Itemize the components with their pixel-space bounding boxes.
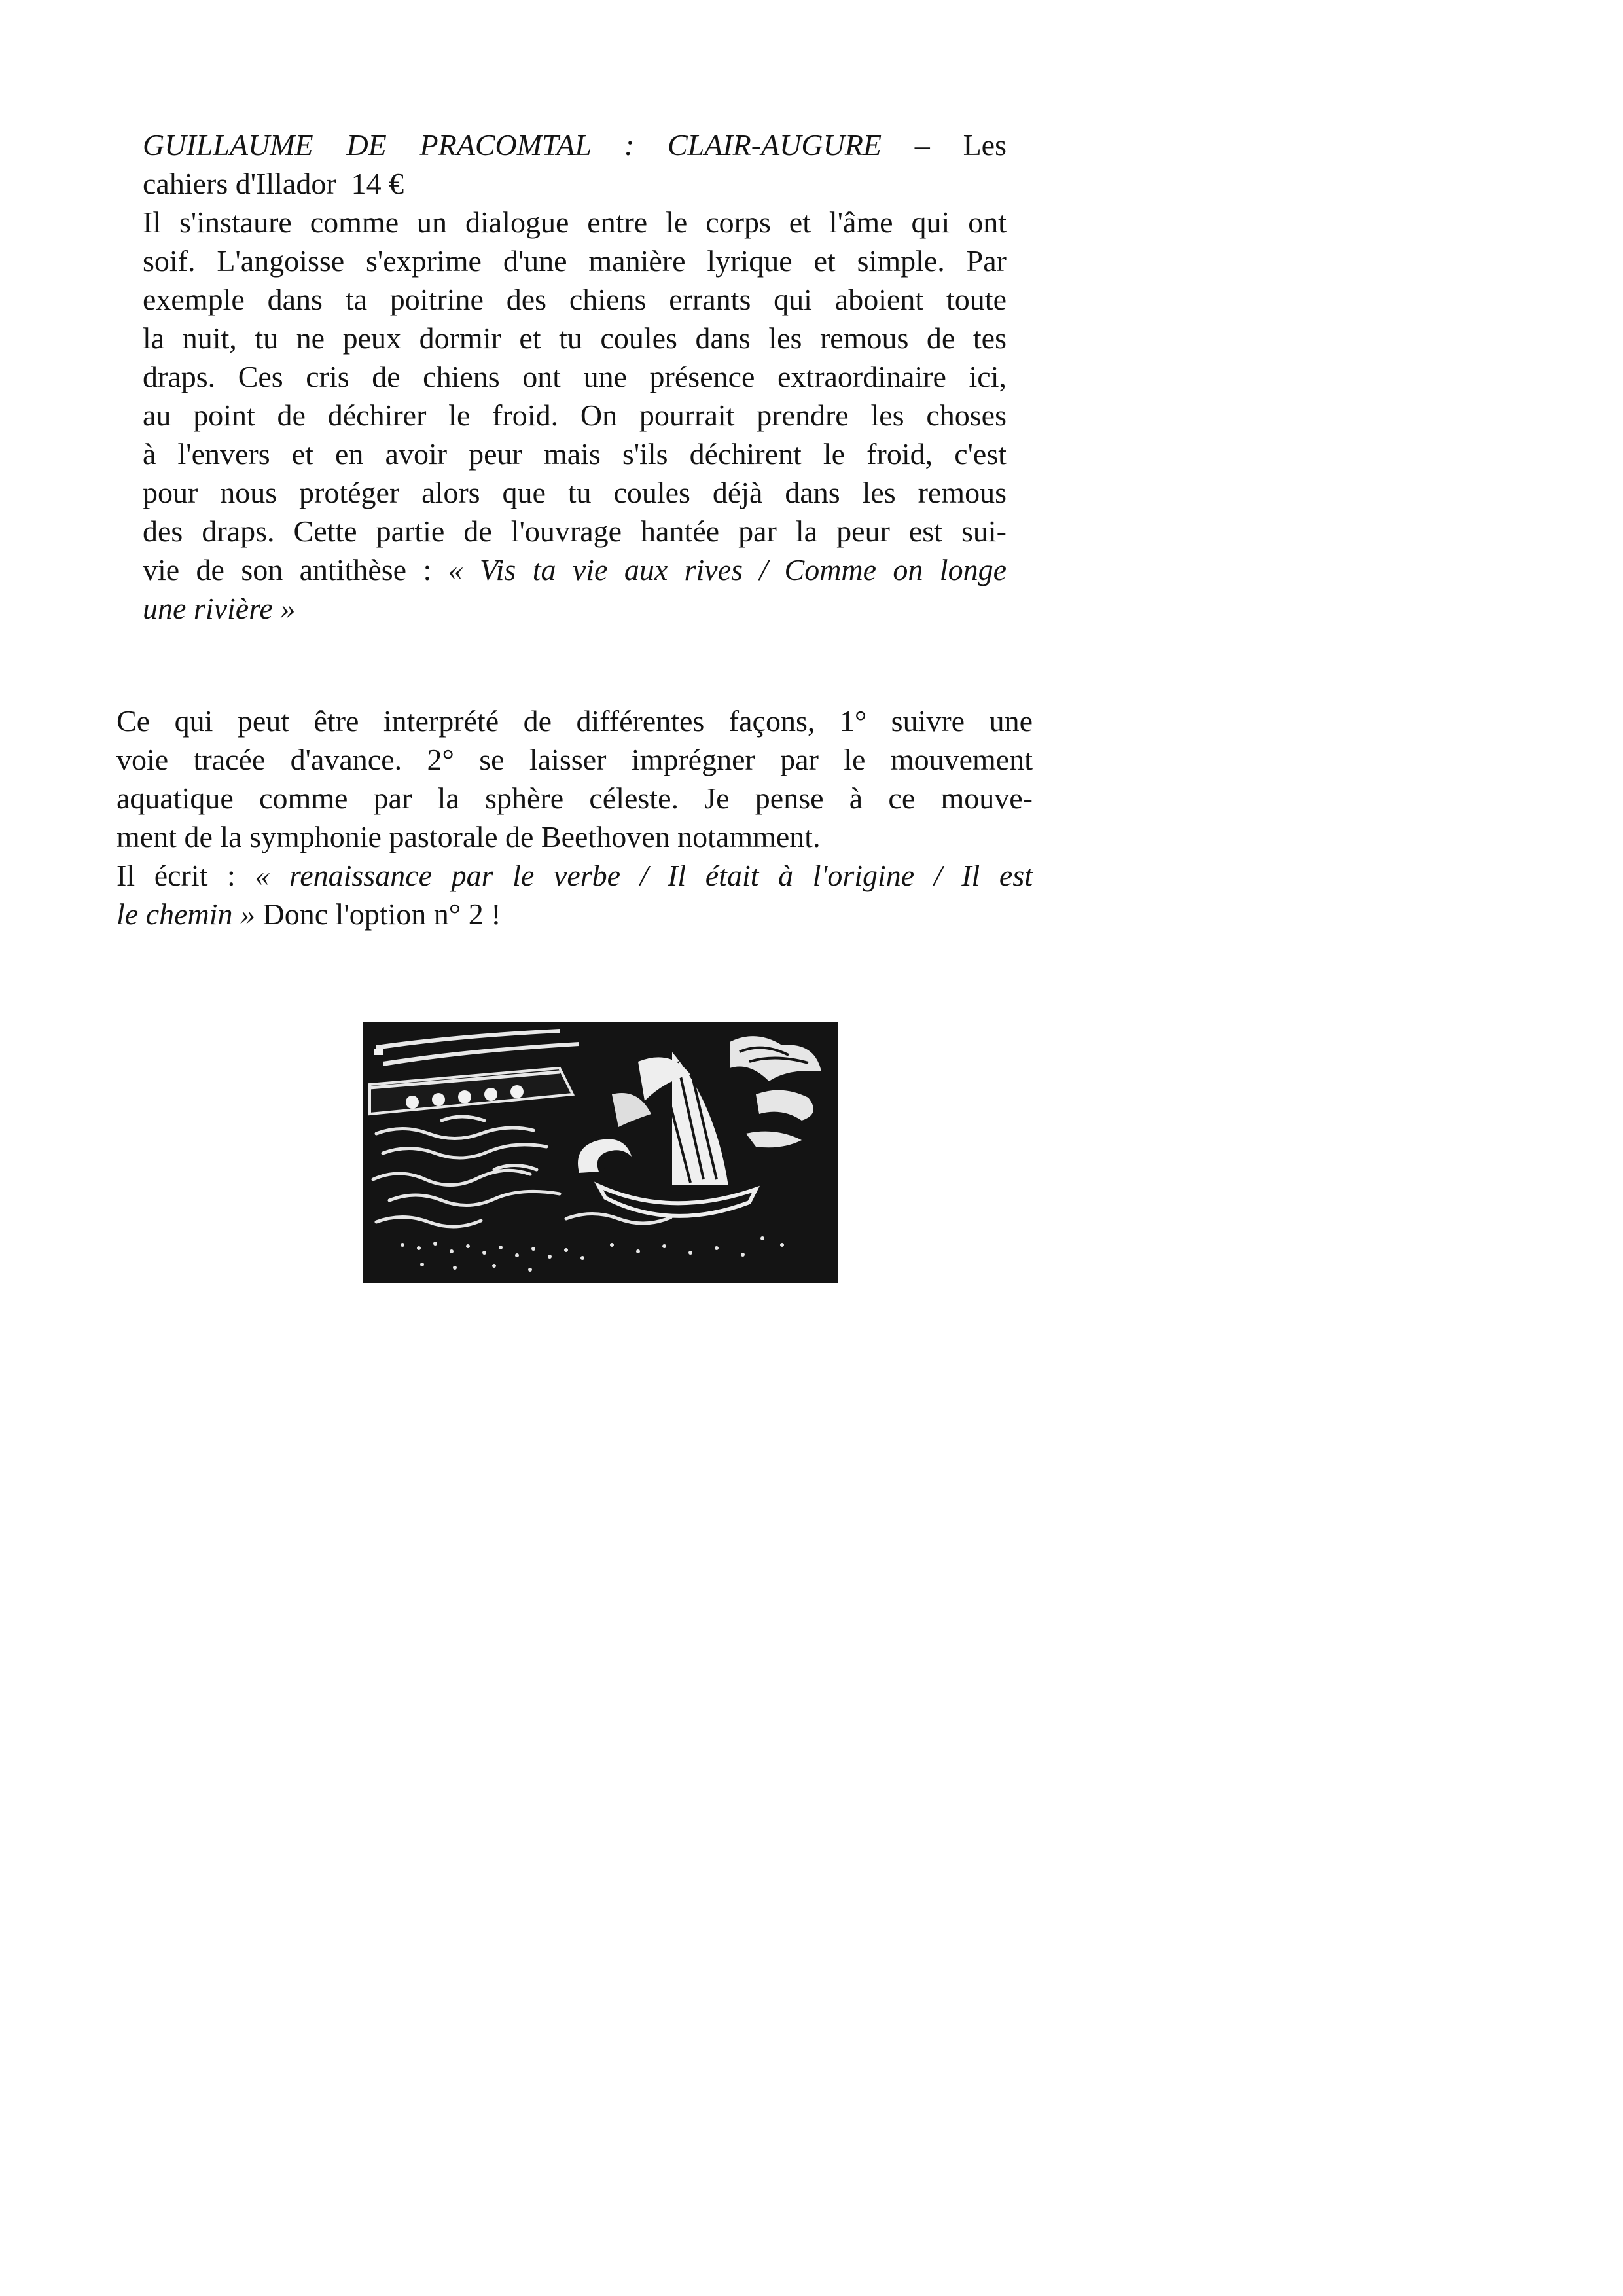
- review-line: des draps. Cette partie de l'ouvrage hantée par la peur est sui-: [143, 514, 1007, 548]
- commentary-quote-prefix: Il écrit :: [116, 859, 255, 892]
- commentary-quote-part2: le chemin »: [116, 897, 256, 931]
- review-price: 14 €: [351, 167, 404, 200]
- review-last-line-prefix: vie de son antithèse :: [143, 553, 448, 586]
- review-heading-line: [143, 126, 1007, 164]
- commentary-block: [116, 702, 1033, 933]
- review-line: soif. L'angoisse s'exprime d'une manière lyrique et simple. Par: [143, 244, 1007, 278]
- commentary-quote-line: [116, 856, 1033, 895]
- commentary-closing-line: [116, 895, 1033, 933]
- commentary-line: ment de la symphonie pastorale de Beethoven notamment.: [116, 820, 821, 853]
- review-line: la nuit, tu ne peux dormir et tu coules dans les remous de tes: [143, 321, 1007, 355]
- review-dash: –: [882, 128, 963, 162]
- porthole: [432, 1093, 445, 1106]
- review-line: au point de déchirer le froid. On pourrait prendre les choses: [143, 399, 1007, 432]
- review-quote-part1: « Vis ta vie aux rives / Comme on longe: [448, 553, 1007, 586]
- review-line: à l'envers et en avoir peur mais s'ils déchirent le froid, c'est: [143, 437, 1007, 471]
- review-author-title: GUILLAUME DE PRACOMTAL : CLAIR-AUGURE: [143, 128, 882, 162]
- review-publisher-part1: Les: [963, 128, 1007, 162]
- woodcut-ship-illustration: [363, 1022, 838, 1283]
- commentary-line: aquatique comme par la sphère céleste. Je pense à ce mouve-: [116, 781, 1033, 815]
- review-publisher-part2: cahiers d'Illador: [143, 167, 336, 200]
- commentary-line: voie tracée d'avance. 2° se laisser imprégner par le mouvement: [116, 743, 1033, 776]
- review-quote-line: [143, 550, 1007, 589]
- review-line: Il s'instaure comme un dialogue entre le corps et l'âme qui ont: [143, 206, 1007, 239]
- review-publisher-line: [143, 164, 1007, 203]
- review-block: [143, 126, 1007, 628]
- commentary-closing: Donc l'option n° 2 !: [255, 897, 501, 931]
- commentary-quote-part1: « renaissance par le verbe / Il était à l'origine / Il est: [255, 859, 1033, 892]
- commentary-line: Ce qui peut être interprété de différentes façons, 1° suivre une: [116, 704, 1033, 738]
- review-line: draps. Ces cris de chiens ont une présence extraordinaire ici,: [143, 360, 1007, 393]
- porthole: [510, 1085, 524, 1098]
- review-line: exemple dans ta poitrine des chiens errants qui aboient toute: [143, 283, 1007, 316]
- porthole: [406, 1096, 419, 1109]
- review-line: pour nous protéger alors que tu coules déjà dans les remous: [143, 476, 1007, 509]
- porthole: [484, 1088, 497, 1101]
- porthole: [458, 1090, 471, 1103]
- review-quote-part2: une rivière »: [143, 592, 296, 625]
